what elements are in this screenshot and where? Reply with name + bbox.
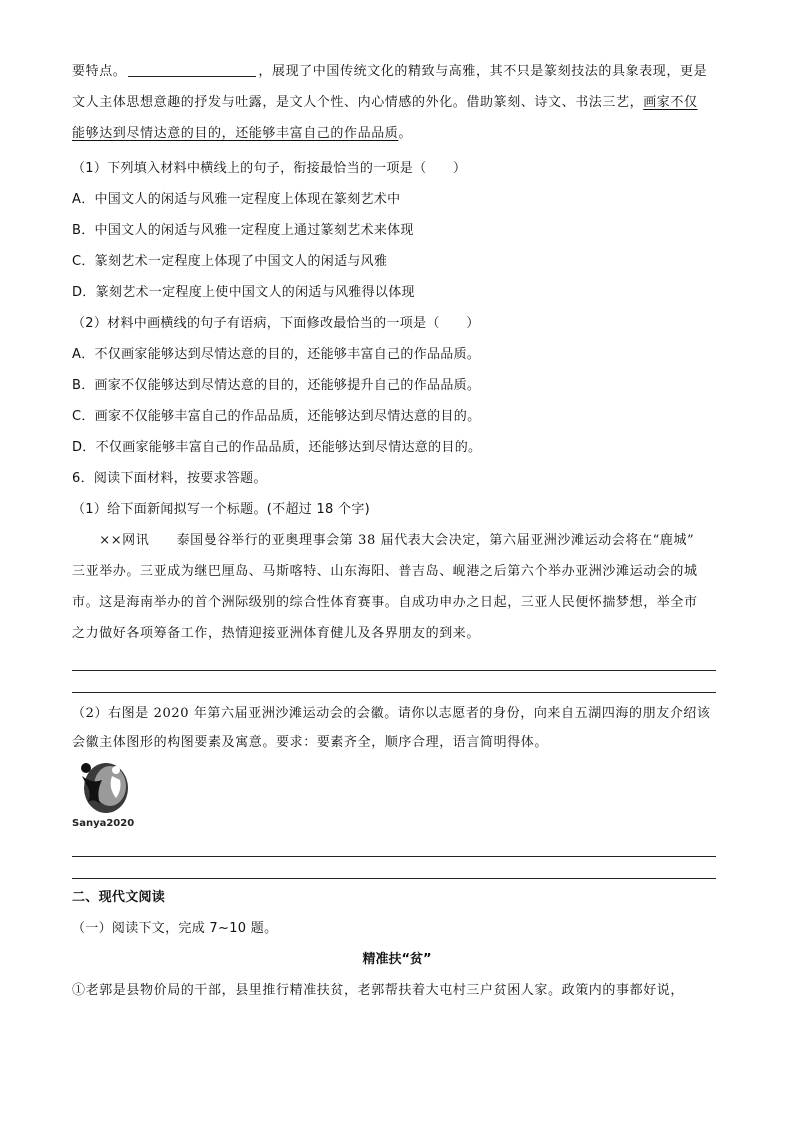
- q2-option-d[interactable]: D．不仅画家能够丰富自己的作品品质，还能够达到尽情达意的目的。: [72, 440, 482, 455]
- q1-option-d[interactable]: D．篆刻艺术一定程度上使中国文人的闲适与风雅得以体现: [72, 285, 415, 300]
- material-line-3: [72, 124, 412, 144]
- q6-sub1: （1）给下面新闻拟写一个标题。(不超过 18 个字): [72, 502, 371, 517]
- news-line-2: 三亚举办。三亚成为继巴厘岛、马斯喀特、山东海阳、普吉岛、岘港之后第六个举办亚洲沙滩运动会的城: [72, 564, 698, 579]
- q1-option-a[interactable]: A．中国文人的闲适与风雅一定程度上体现在篆刻艺术中: [72, 192, 401, 207]
- news-line-4: 之力做好各项筹备工作，热情迎接亚洲体育健儿及各界朋友的到来。: [72, 626, 481, 641]
- section-heading: 二、现代文阅读: [72, 890, 166, 905]
- article-paragraph-1: ①老郭是县物价局的干部，县里推行精准扶贫，老郭帮扶着大屯村三户贫困人家。政策内的事都好说，: [72, 983, 685, 998]
- material-text: 文人主体思想意趣的抒发与吐露，是文人个性、内心情感的外化。借助篆刻、诗文、书法三艺，: [72, 95, 644, 110]
- q2-option-c[interactable]: C．画家不仅能够丰富自己的作品品质，还能够达到尽情达意的目的。: [72, 409, 481, 424]
- news-line-1: ××网讯 泰国曼谷举行的亚奥理事会第 38 届代表大会决定，第六届亚洲沙滩运动会将在“鹿城”: [72, 533, 695, 548]
- emblem-wordmark: Sanya2020: [72, 818, 135, 829]
- section-sub: （一）阅读下文，完成 7~10 题。: [72, 921, 278, 936]
- underlined-sentence: 能够达到尽情达意的目的，还能够丰富自己的作品品质: [72, 126, 399, 141]
- q2-option-b[interactable]: B．画家不仅能够达到尽情达意的目的，还能够提升自己的作品品质。: [72, 378, 481, 393]
- q2-stem: （2）材料中画横线的句子有语病，下面修改最恰当的一项是（ ）: [72, 316, 480, 331]
- material-text: ，展现了中国传统文化的精致与高雅，其不只是篆刻技法的具象表现，更是: [258, 64, 708, 79]
- material-text: 。: [398, 126, 413, 141]
- q6-stem: 6．阅读下面材料，按要求答题。: [72, 471, 267, 486]
- q1-option-b[interactable]: B．中国文人的闲适与风雅一定程度上通过篆刻艺术来体现: [72, 223, 414, 238]
- material-line-2: [72, 93, 698, 113]
- underlined-sentence: 画家不仅: [643, 95, 698, 110]
- material-line-1: [72, 62, 707, 82]
- answer-line[interactable]: [72, 692, 716, 693]
- news-line-3: 市。这是海南举办的首个洲际级别的综合性体育赛事。自成功申办之日起，三亚人民便怀揣梦想，举全市: [72, 595, 698, 610]
- q2-option-a[interactable]: A．不仅画家能够达到尽情达意的目的，还能够丰富自己的作品品质。: [72, 347, 481, 362]
- q6-sub2-line-2: 会徽主体图形的构图要素及寓意。要求：要素齐全，顺序合理，语言简明得体。: [72, 735, 549, 750]
- fill-blank[interactable]: [128, 62, 256, 77]
- answer-line[interactable]: [72, 856, 716, 857]
- material-text: 要特点。: [72, 64, 127, 79]
- article-title: 精准扶“贫”: [362, 952, 432, 967]
- q1-option-c[interactable]: C．篆刻艺术一定程度上体现了中国文人的闲适与风雅: [72, 254, 388, 269]
- q1-stem: （1）下列填入材料中横线上的句子，衔接最恰当的一项是（ ）: [72, 161, 467, 176]
- answer-line[interactable]: [72, 878, 716, 879]
- q6-sub2-line-1: （2）右图是 2020 年第六届亚洲沙滩运动会的会徽。请你以志愿者的身份，向来自五湖四海的朋友介绍该: [72, 706, 711, 721]
- answer-line[interactable]: [72, 670, 716, 671]
